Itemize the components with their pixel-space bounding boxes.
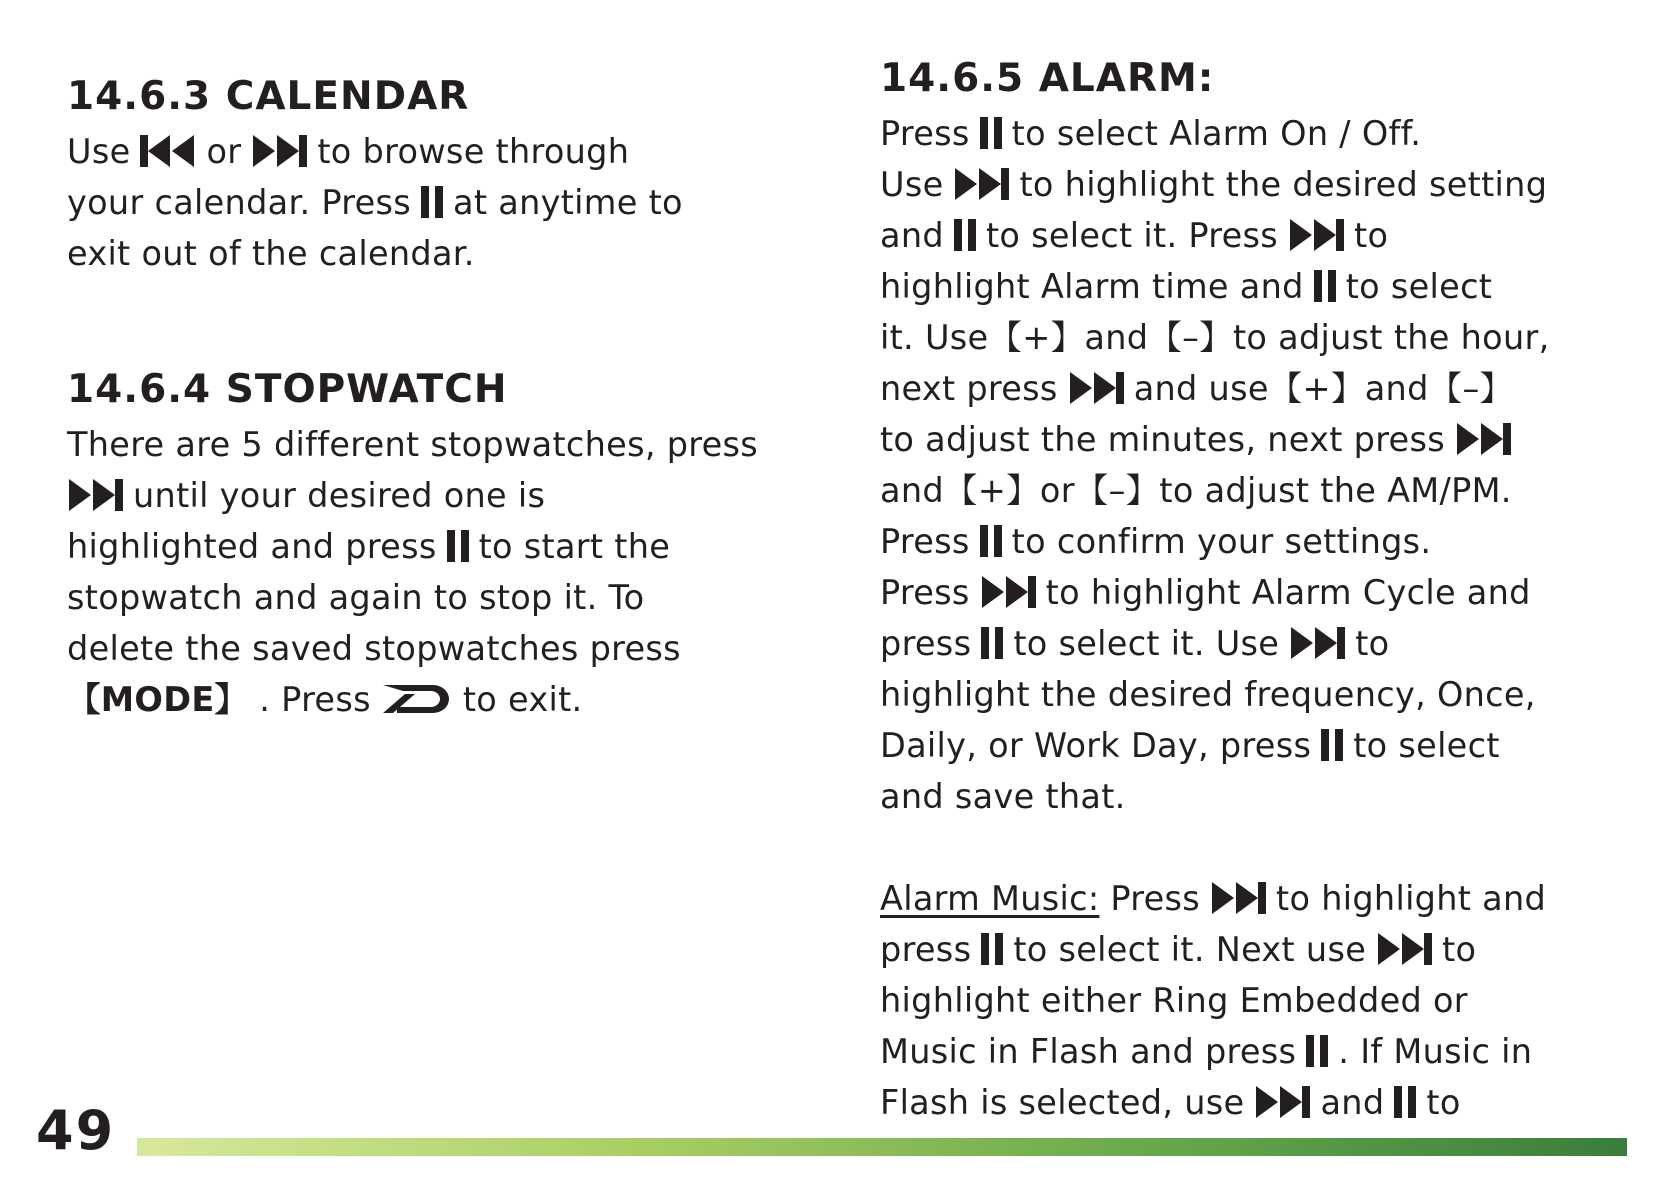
pause-icon: [981, 625, 1003, 661]
page-number: 49: [36, 1099, 116, 1162]
back-exit-icon: [381, 682, 453, 716]
next-track-icon: [1288, 217, 1344, 253]
calendar-heading: 14.6.3 CALENDAR: [67, 74, 470, 119]
alarm-line-14: and save that.: [880, 777, 1126, 816]
next-track-icon: [67, 477, 123, 513]
pause-icon: [981, 931, 1003, 967]
left-column: [67, 68, 787, 725]
pause-icon: [980, 115, 1002, 151]
stopwatch-line-2: until your desired one is: [67, 470, 787, 521]
next-track-icon: [1376, 931, 1432, 967]
alarm-line-13: Daily, or Work Day, press to select: [880, 726, 1500, 765]
next-track-icon: [1455, 421, 1511, 457]
alarm-music-line-5: Flash is selected, use and to: [880, 1083, 1461, 1122]
pause-icon: [1321, 727, 1343, 763]
alarm-line-5: it. Use【+】and【–】to adjust the hour,: [880, 318, 1550, 357]
calendar-text: [67, 126, 787, 279]
stopwatch-text: [67, 419, 787, 725]
alarm-music-text: [880, 873, 1640, 1128]
alarm-line-10: Press to highlight Alarm Cycle and: [880, 573, 1531, 612]
alarm-music-label: Alarm Music:: [880, 879, 1100, 918]
pause-icon: [421, 184, 443, 220]
right-column: [880, 50, 1640, 1128]
pause-icon: [980, 523, 1002, 559]
stopwatch-line-6: 【MODE】 . Press to exit.: [67, 680, 583, 719]
alarm-music-line-3: highlight either Ring Embedded or: [880, 981, 1468, 1020]
alarm-line-12: highlight the desired frequency, Once,: [880, 675, 1536, 714]
alarm-line-9: Press to confirm your settings.: [880, 522, 1432, 561]
next-track-icon: [1254, 1084, 1310, 1120]
alarm-line-8: and【+】or【–】to adjust the AM/PM.: [880, 471, 1512, 510]
calendar-line-1: Use or to browse through: [67, 132, 630, 171]
pause-icon: [1306, 1033, 1328, 1069]
mode-key-label: 【MODE】: [67, 680, 249, 719]
alarm-heading: 14.6.5 ALARM:: [880, 56, 1215, 101]
stopwatch-line-1: There are 5 different stopwatches, press: [67, 425, 759, 464]
pause-icon: [1394, 1084, 1416, 1120]
stopwatch-heading: 14.6.4 STOPWATCH: [67, 367, 508, 412]
pause-icon: [447, 528, 469, 564]
stopwatch-line-5: delete the saved stopwatches press: [67, 629, 681, 668]
alarm-line-3: and to select it. Press to: [880, 216, 1389, 255]
alarm-music-line-1: Alarm Music: Press to highlight and: [880, 879, 1547, 918]
next-track-icon: [251, 133, 307, 169]
pause-icon: [954, 217, 976, 253]
next-track-icon: [953, 166, 1009, 202]
calendar-line-2: your calendar. Press at anytime to: [67, 183, 683, 222]
alarm-line-7: to adjust the minutes, next press: [880, 414, 1640, 465]
calendar-line-3: exit out of the calendar.: [67, 234, 475, 273]
stopwatch-line-4: stopwatch and again to stop it. To: [67, 578, 645, 617]
footer-gradient-bar: [137, 1138, 1627, 1156]
alarm-text: [880, 108, 1640, 822]
next-track-icon: [1210, 880, 1266, 916]
next-track-icon: [1068, 370, 1124, 406]
alarm-line-4: highlight Alarm time and to select: [880, 267, 1493, 306]
previous-track-icon: [140, 133, 196, 169]
alarm-music-line-4: Music in Flash and press . If Music in: [880, 1032, 1533, 1071]
stopwatch-line-3: highlighted and press to start the: [67, 527, 671, 566]
next-track-icon: [980, 574, 1036, 610]
alarm-line-11: press to select it. Use to: [880, 624, 1390, 663]
alarm-line-6: next press and use【+】and【–】: [880, 369, 1514, 408]
pause-icon: [1314, 268, 1336, 304]
alarm-line-2: Use to highlight the desired setting: [880, 165, 1548, 204]
alarm-line-1: Press to select Alarm On / Off.: [880, 114, 1422, 153]
alarm-music-line-2: press to select it. Next use to: [880, 930, 1477, 969]
next-track-icon: [1289, 625, 1345, 661]
